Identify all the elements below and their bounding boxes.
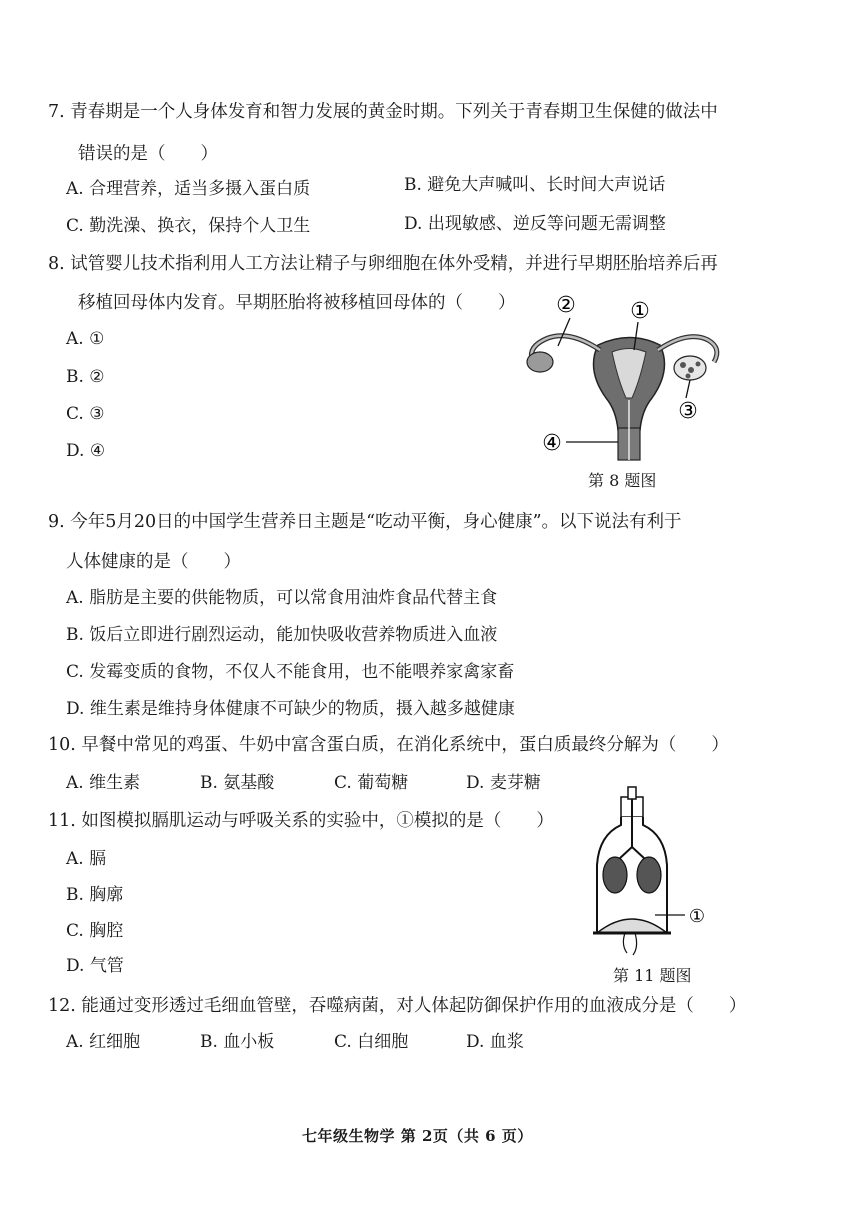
q8-option-d: D. ④ — [66, 441, 106, 461]
q8-reproductive-system-figure — [510, 290, 725, 465]
q9-option-b: B. 饭后立即进行剧烈运动，能加快吸收营养物质进入血液 — [66, 625, 498, 645]
q11-option-c: C. 胸腔 — [66, 921, 124, 941]
q7-option-a: A. 合理营养，适当多摄入蛋白质 — [66, 179, 311, 199]
q9-option-d: D. 维生素是维持身体健康不可缺少的物质，摄入越多越健康 — [66, 699, 515, 719]
follicle-dot — [696, 362, 701, 367]
q10-option-a: A. 维生素 — [66, 773, 141, 793]
follicle-dot — [680, 362, 686, 368]
pointer-line-2 — [558, 318, 570, 346]
q11-stem-line1: 11. 如图模拟膈肌运动与呼吸关系的实验中，①模拟的是（ ） — [48, 811, 554, 831]
q12-option-a: A. 红细胞 — [66, 1032, 141, 1052]
figure-label-3: ③ — [678, 399, 698, 424]
q11-option-b: B. 胸廓 — [66, 885, 124, 905]
q12-option-b: B. 血小板 — [200, 1032, 275, 1052]
q8-option-b: B. ② — [66, 367, 105, 387]
q11-option-a: A. 膈 — [66, 849, 107, 869]
q12-option-c: C. 白细胞 — [334, 1032, 409, 1052]
q8-option-c: C. ③ — [66, 404, 105, 424]
q12-option-d: D. 血浆 — [466, 1032, 524, 1052]
q7-option-d: D. 出现敏感、逆反等问题无需调整 — [404, 214, 666, 234]
q7-option-b: B. 避免大声喊叫、长时间大声说话 — [404, 175, 666, 195]
q7-stem-line1: 7. 青春期是一个人身体发育和智力发展的黄金时期。下列关于青春期卫生保健的做法中 — [48, 102, 718, 122]
figure-label-1: ① — [688, 906, 706, 927]
hand-icon — [623, 933, 636, 955]
q8-stem-line2: 移植回母体内发育。早期胚胎将被移植回母体的（ ） — [78, 293, 516, 313]
pointer-line-3 — [686, 380, 690, 398]
figure-label-1: ① — [630, 299, 650, 324]
q11-figure-caption: 第 11 题图 — [613, 966, 692, 985]
follicle-dot — [688, 367, 694, 373]
right-balloon-shape — [637, 857, 661, 893]
q8-option-a: A. ① — [66, 329, 105, 349]
q10-option-b: B. 氨基酸 — [200, 773, 275, 793]
q7-option-c: C. 勤洗澡、换衣，保持个人卫生 — [66, 216, 311, 236]
q8-stem-line1: 8. 试管婴儿技术指利用人工方法让精子与卵细胞在体外受精，并进行早期胚胎培养后再 — [48, 254, 718, 274]
q9-stem-line1: 9. 今年5月20日的中国学生营养日主题是“吃动平衡，身心健康”。以下说法有利于 — [48, 512, 682, 532]
figure-label-4: ④ — [542, 431, 562, 456]
q10-stem-line1: 10. 早餐中常见的鸡蛋、牛奶中富含蛋白质，在消化系统中，蛋白质最终分解为（ ） — [48, 735, 729, 755]
left-fimbria-shape — [527, 352, 553, 372]
q8-figure-caption: 第 8 题图 — [588, 471, 657, 490]
figure-label-2: ② — [556, 293, 576, 318]
q11-bell-jar-figure — [585, 785, 715, 965]
q10-option-d: D. 麦芽糖 — [466, 773, 541, 793]
q7-stem-line2: 错误的是（ ） — [78, 144, 218, 164]
page-footer: 七年级生物学 第 2页（共 6 页） — [302, 1127, 533, 1145]
q10-option-c: C. 葡萄糖 — [334, 773, 409, 793]
q9-option-a: A. 脂肪是主要的供能物质，可以常食用油炸食品代替主食 — [66, 588, 498, 608]
follicle-dot — [686, 374, 691, 379]
q9-stem-line2: 人体健康的是（ ） — [66, 552, 241, 572]
q12-stem-line1: 12. 能通过变形透过毛细血管壁，吞噬病菌，对人体起防御保护作用的血液成分是（ ） — [48, 996, 747, 1016]
tube-top-shape — [628, 787, 636, 799]
q9-option-c: C. 发霉变质的食物，不仅人不能食用，也不能喂养家禽家畜 — [66, 662, 515, 682]
left-balloon-shape — [603, 857, 627, 893]
q11-option-d: D. 气管 — [66, 956, 124, 976]
